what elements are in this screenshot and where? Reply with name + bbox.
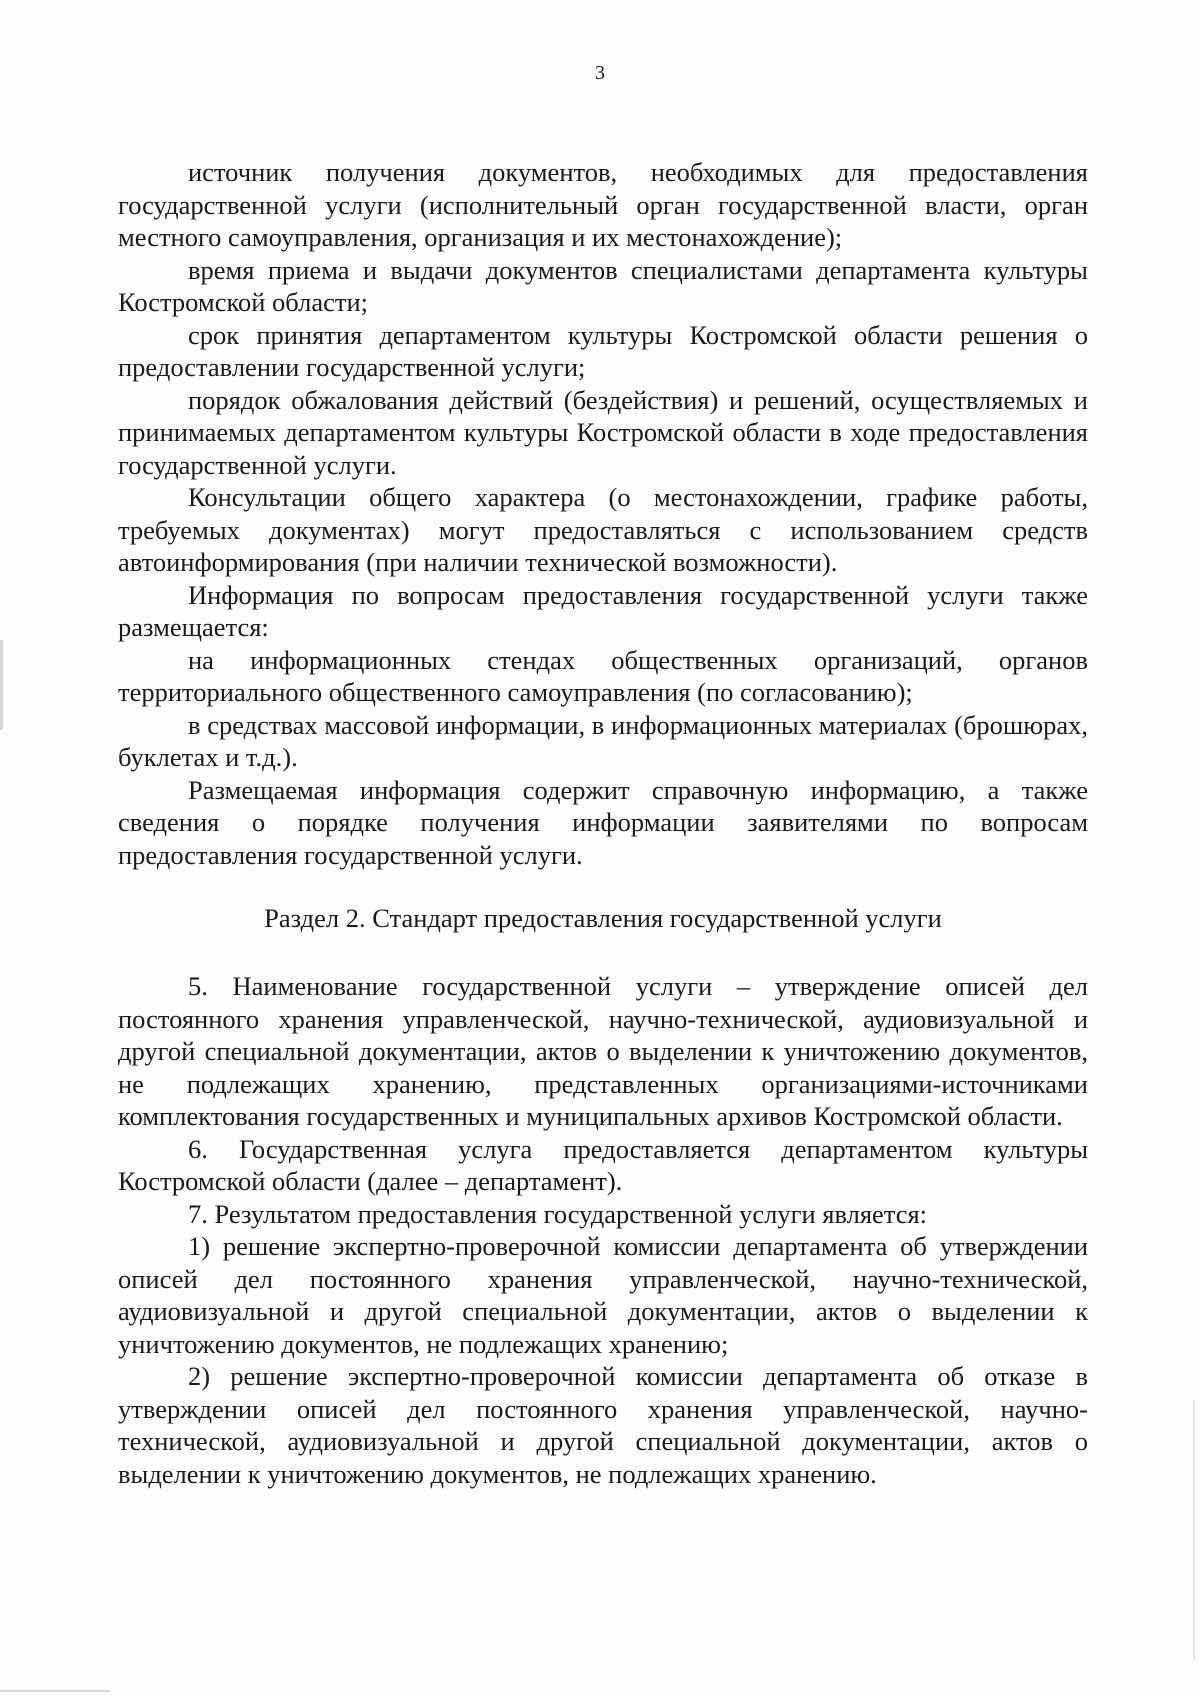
paragraph-reception-time: время приема и выдачи документов специалистами департамента культуры Костромской области; [118,254,1088,317]
page-number: 3 [595,62,605,84]
scan-edge-mark [1193,1400,1195,1660]
paragraph-item-6: 6. Государственная услуга предоставляется департаментом культуры Костромской области (далее – департамент). [118,1133,1088,1196]
paragraph-information-placement: Информация по вопросам предоставления государственной услуги также размещается: [118,579,1088,642]
paragraph-info-stands: на информационных стендах общественных организаций, органов территориального общественного самоуправления (по согласованию); [118,644,1088,707]
section-heading: Раздел 2. Стандарт предоставления государственной услуги [264,903,942,933]
scan-edge-mark [0,640,3,730]
scan-edge-mark [0,1690,110,1692]
paragraph-result-1: 1) решение экспертно-проверочной комиссии департамента об утверждении описей дел постоянного хранения управленческой, научно-технической, аудиовизуальной и другой специальной документации, актов о выделении к уничтожению документов, не подлежащих хранению; [118,1231,1088,1359]
paragraph-consultations: Консультации общего характера (о местонахождении, графике работы, требуемых документах) могут предоставляться с использованием средств автоинформирования (при наличии технической возможности). [118,482,1088,577]
paragraph-result-2: 2) решение экспертно-проверочной комиссии департамента об отказе в утверждении описей дел постоянного хранения управленческой, научно-технической, аудиовизуальной и другой специальной документации, актов о выделении к уничтожению документов, не подлежащих хранению. [118,1361,1088,1489]
paragraph-mass-media: в средствах массовой информации, в информационных материалах (брошюрах, буклетах и т.д.). [118,709,1088,772]
paragraph-decision-term: срок принятия департаментом культуры Костромской области решения о предоставлении государственной услуги; [118,319,1088,382]
paragraph-item-5: 5. Наименование государственной услуги – утверждение описей дел постоянного хранения управленческой, научно-технической, аудиовизуальной и другой специальной документации, актов о выделении к уничтожению документов, не подлежащих хранению, представленных организациями-источниками комплектования государственных и муниципальных архивов Костромской области. [118,971,1088,1131]
paragraph-placed-information: Размещаемая информация содержит справочную информацию, а также сведения о порядке получения информации заявителями по вопросам предоставления государственной услуги. [118,774,1088,870]
paragraph-item-7: 7. Результатом предоставления государственной услуги является: [188,1198,928,1229]
paragraph-document-source: источник получения документов, необходимых для предоставления государственной услуги (исполнительный орган государственной власти, орган местного самоуправления, организация и их местонахождение); [118,157,1088,252]
paragraph-appeal-procedure: порядок обжалования действий (бездействия) и решений, осуществляемых и принимаемых департаментом культуры Костромской области в ходе предоставления государственной услуги. [118,384,1088,480]
text-block-standard [118,970,1088,1490]
text-block-information [118,156,1088,871]
